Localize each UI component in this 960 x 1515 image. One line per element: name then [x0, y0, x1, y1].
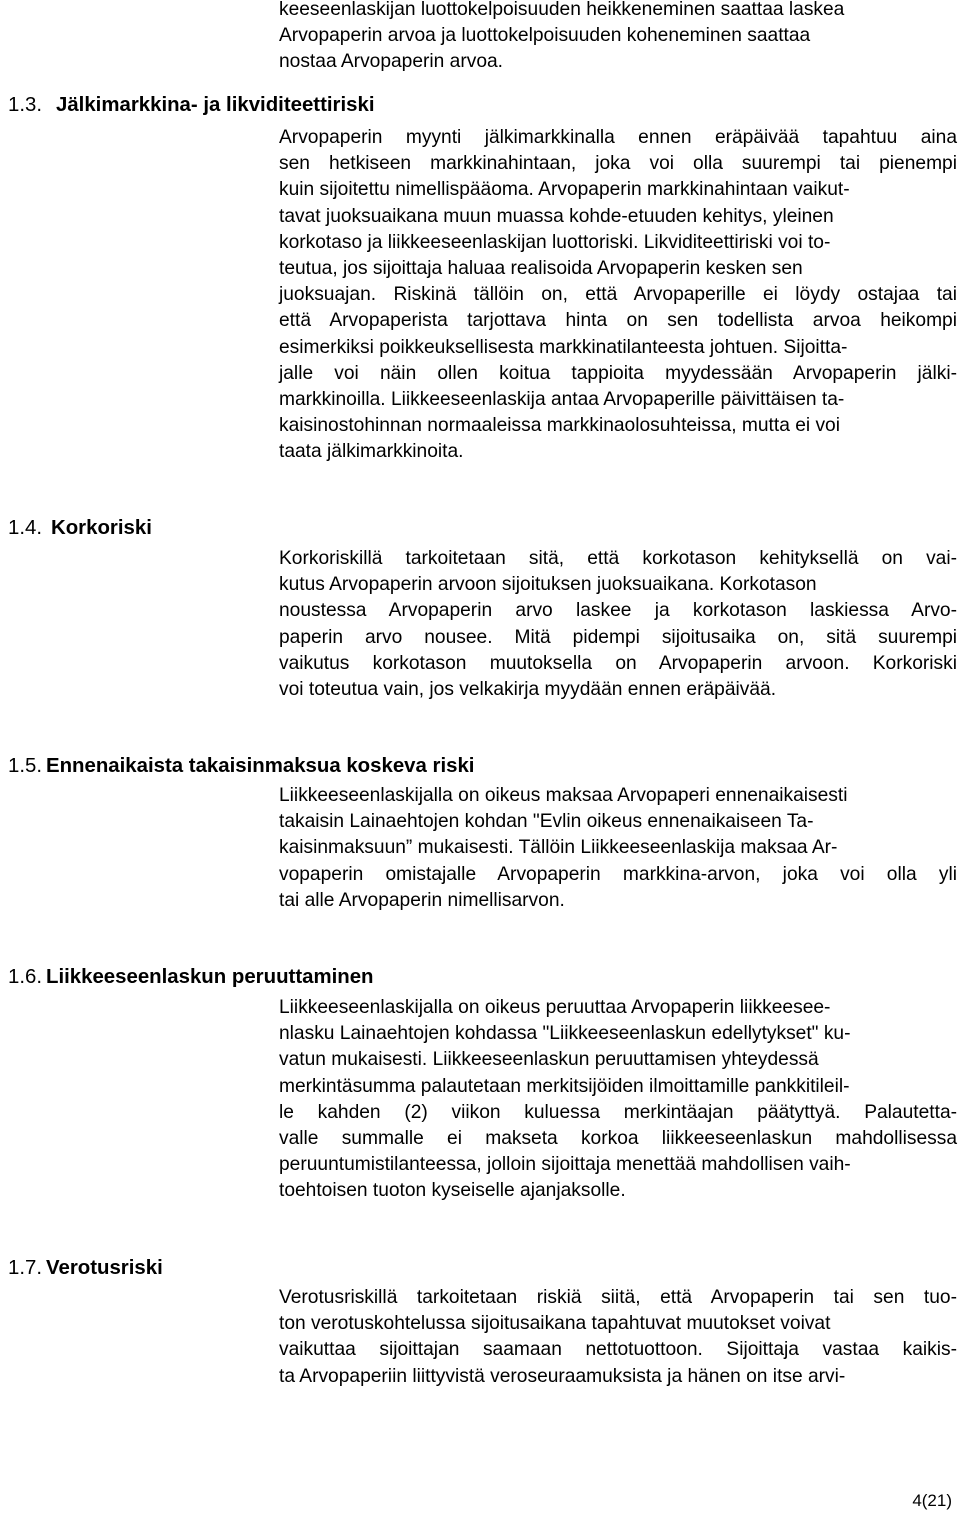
- page-number: 4(21): [912, 1491, 952, 1510]
- text-line: vaikuttaa sijoittajan saamaan nettotuottoon. Sijoittaja vastaa kaikis-: [279, 1339, 957, 1361]
- text-line: keeseenlaskijan luottokelpoisuuden heikkeneminen saattaa laskea: [279, 0, 845, 20]
- text-line: sen hetkiseen markkinahintaan, joka voi olla suurempi tai pienempi: [279, 153, 957, 175]
- text-line: kaisinmaksuun” mukaisesti. Tällöin Liikkeeseenlaskija maksaa Ar-: [279, 837, 838, 859]
- continued-paragraph: [279, 0, 957, 76]
- section-title: Ennenaikaista takaisinmaksua koskeva riski: [46, 755, 475, 777]
- section-heading-1-7: [8, 1257, 163, 1280]
- text-line: ta Arvopaperiin liittyvistä veroseuraamuksista ja hänen on itse arvi-: [279, 1365, 846, 1387]
- section-heading-1-4: [8, 517, 152, 540]
- text-line: Arvopaperin arvoa ja luottokelpoisuuden koheneminen saattaa: [279, 25, 811, 47]
- text-line: jalle voi näin ollen koitua tappioita myydessään Arvopaperin jälki-: [279, 362, 957, 384]
- section-heading-1-3: [8, 94, 374, 117]
- section-title: Korkoriski: [51, 517, 152, 539]
- section-text-1-5: [279, 783, 957, 914]
- section-text-1-6: [279, 995, 957, 1205]
- text-line: korkotaso ja liikkeeseenlaskijan luottoriski. Likviditeettiriski voi to-: [279, 231, 831, 253]
- text-line: Verotusriskillä tarkoitetaan riskiä siitä, että Arvopaperin tai sen tuo-: [279, 1287, 957, 1308]
- text-line: vopaperin omistajalle Arvopaperin markkina-arvon, joka voi olla yli: [279, 863, 957, 885]
- text-line: ton verotuskohtelussa sijoitusaikana tapahtuvat muutokset voivat: [279, 1313, 831, 1335]
- text-line: takaisin Lainaehtojen kohdan "Evlin oikeus ennenaikaiseen Ta-: [279, 811, 814, 833]
- section-text-1-4: [279, 546, 957, 703]
- text-line: Arvopaperin myynti jälkimarkkinalla ennen eräpäivää tapahtuu aina: [279, 127, 957, 148]
- text-line: Liikkeeseenlaskijalla on oikeus maksaa Arvopaperi ennenaikaisesti: [279, 785, 848, 806]
- text-line: valle summalle ei makseta korkoa liikkeeseenlaskun mahdollisessa: [279, 1128, 957, 1150]
- text-line: nlasku Lainaehtojen kohdassa "Liikkeeseenlaskun edellytykset" ku-: [279, 1023, 851, 1045]
- text-line: tai alle Arvopaperin nimellisarvon.: [279, 889, 565, 911]
- section-title: Verotusriski: [46, 1257, 163, 1279]
- section-heading-1-5: [8, 755, 474, 778]
- text-line: kuin sijoitettu nimellispääoma. Arvopaperin markkinahintaan vaikut-: [279, 179, 850, 201]
- text-line: le kahden (2) viikon kuluessa merkintäajan päätyttyä. Palautetta-: [279, 1101, 957, 1123]
- section-text-1-7: [279, 1285, 957, 1390]
- text-line: esimerkiksi poikkeuksellisesta markkinatilanteesta johtuen. Sijoitta-: [279, 336, 848, 358]
- text-line: noustessa Arvopaperin arvo laskee ja korkotason laskiessa Arvo-: [279, 600, 957, 622]
- text-line: kaisinostohinnan normaaleissa markkinaolosuhteissa, mutta ei voi: [279, 415, 840, 437]
- text-line: että Arvopaperista tarjottava hinta on sen todellista arvoa heikompi: [279, 310, 957, 332]
- section-title: Liikkeeseenlaskun peruuttaminen: [46, 966, 374, 988]
- section-number: 1.5.: [8, 755, 43, 777]
- text-line: toehtoisen tuoton kyseiselle ajanjaksolle.: [279, 1180, 626, 1202]
- text-line: peruuntumistilanteessa, jolloin sijoittaja menettää mahdollisen vaih-: [279, 1154, 851, 1176]
- text-line: Korkoriskillä tarkoitetaan sitä, että korkotason kehityksellä on vai-: [279, 548, 957, 569]
- text-line: teutua, jos sijoittaja haluaa realisoida Arvopaperin kesken sen: [279, 258, 803, 280]
- section-number: 1.7.: [8, 1257, 43, 1279]
- text-line: voi toteutua vain, jos velkakirja myydään ennen eräpäivää.: [279, 679, 777, 701]
- text-line: taata jälkimarkkinoita.: [279, 441, 464, 463]
- section-number: 1.6.: [8, 966, 43, 988]
- text-line: merkintäsumma palautetaan merkitsijöiden ilmoittamille pankkitileil-: [279, 1075, 850, 1097]
- text-line: kutus Arvopaperin arvoon sijoituksen juoksuaikana. Korkotason: [279, 574, 817, 596]
- text-line: Liikkeeseenlaskijalla on oikeus peruuttaa Arvopaperin liikkeesee-: [279, 997, 831, 1018]
- text-line: tavat juoksuaikana muun muassa kohde-etuuden kehitys, yleinen: [279, 205, 834, 227]
- section-title: Jälkimarkkina- ja likviditeettiriski: [56, 94, 375, 116]
- text-line: vatun mukaisesti. Liikkeeseenlaskun peruuttamisen yhteydessä: [279, 1049, 819, 1071]
- text-line: vaikutus korkotason muutoksella on Arvopaperin arvoon. Korkoriski: [279, 652, 957, 674]
- section-number: 1.3.: [8, 94, 43, 116]
- text-line: paperin arvo nousee. Mitä pidempi sijoitusaika on, sitä suurempi: [279, 626, 957, 648]
- text-line: nostaa Arvopaperin arvoa.: [279, 51, 504, 73]
- section-text-1-3: [279, 125, 957, 466]
- section-heading-1-6: [8, 966, 374, 989]
- text-line: juoksuajan. Riskinä tällöin on, että Arvopaperille ei löydy ostajaa tai: [279, 284, 957, 306]
- text-line: markkinoilla. Liikkeeseenlaskija antaa Arvopaperille päivittäisen ta-: [279, 389, 845, 411]
- section-number: 1.4.: [8, 517, 43, 539]
